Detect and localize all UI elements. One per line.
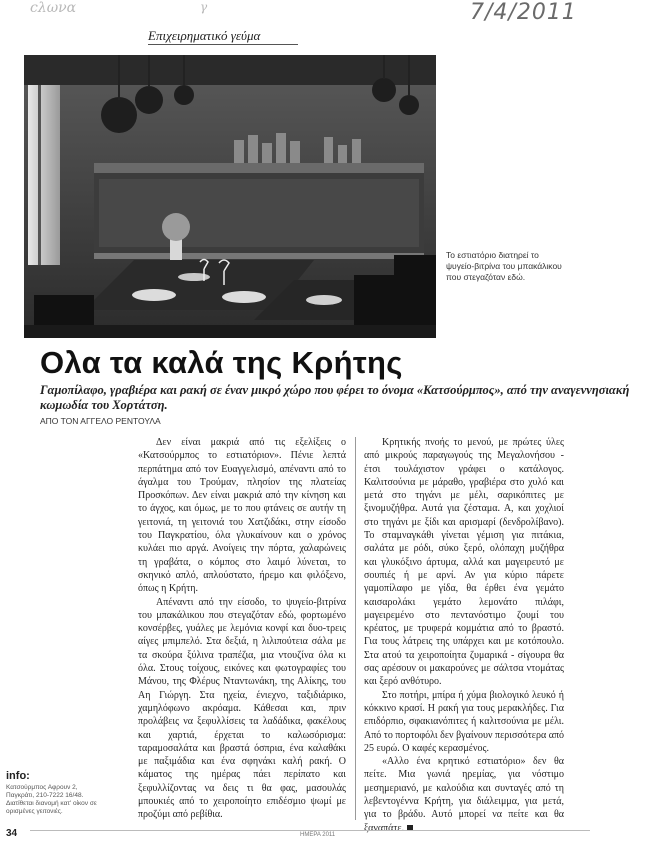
article-headline: Ολα τα καλά της Κρήτης xyxy=(40,345,403,380)
article-paragraph: Απέναντι από την είσοδο, το ψυγείο-βιτρίνα του μπακάλικου που στεγαζόταν εδώ, φορτωμένο κονσέρβες, γυάλες με λεμόνια κονφί και δυο-τρεις αίγες μπιμπελό. Στα δεξιά, η λιλιπούτεια σάλα με τα σκούρα ξύλινα τραπέζια, μια ντουζίνα όλα κι όλα. Στους τοίχους, εικόνες και φωτογραφίες του Μάνου, της Φλέρυς Νταντωνάκη, της Αλίκης, του Αη Γιώργη. Στα ηχεία, ένιεχνο, ταξιδιάρικο, χαμηλόφωνο ακρόαμα. Κάθεσαι και, πριν προλάβεις να ξεφυλλίσεις τα λαδάδικα, φακέλους και χαρτιά, έρχεται το καλωσόρισμα: ταραμοσαλάτα και βραστά όσπρια, ένα καλαθάκι με παξιμάδια και ένα σφηνάκι καλή ρακή. Ο κάματος της ημέρας πάει περίπατο και ξεφυλλίζοντας να δεις τι θα φας, μασουλάς μπουκιές από το χειροποίητο επιδέσμιο ψωμί με προζύμι από ρεβίθια. xyxy=(138,596,346,821)
article-column-left xyxy=(138,436,346,822)
article-paragraph: Στο ποτήρι, μπίρα ή χύμα βιολογικό λευκό ή κόκκινο κρασί. Η ρακή για τους μερακλήδες. Για επιδόρπιο, σφακιανόπιτες ή καλιτσούνια με μέλι. Από το πορτοφόλι δεν βγαίνουν περισσότερα από 25 ευρώ. Ο καφές κερασμένος. xyxy=(364,689,564,754)
restaurant-interior-image xyxy=(24,55,436,338)
column-divider xyxy=(355,437,356,820)
faint-scribble: cλωνα xyxy=(30,0,77,16)
article-column-right xyxy=(364,436,564,835)
article-paragraph: Κρητικής πνοής το μενού, με πρώτες ύλες από μικρούς παραγωγούς της Μεγαλονήσου - έτσι τουλάχιστον γράφει ο κατάλογος. Καλιτσούνια με μάραθο, γραβιέρα στο χυλό και μετά στο τηγάνι με μέλι, σαρικόπιτες με ξινομυζήθρα. Αυτά για ζέσταμα. Α, και χοχλιοί στο τηγάνι με ξίδι και αρισμαρί (δενδρολίβανο). Το σταμναγκάθι γίνεται γέμιση για πιτάκια, σαλάτα με ρόδι, σύκο ξερό, ολόπαχη μυζήθρα και γλυκόξινο άρτυμα, αλλά και μαγειρευτό με σουπιές ή με αρνί. Αν για κύριο πάρετε γαμοπίλαφο με γίδα, θα έρθει ένα γεμάτο καισαρολάκι γεμάτο λεμονάτο πιλάφι, μαγειρεμένο στο πεντανόστιμο ζουμί του κρέατος, με τρυφερά κομμάτια από το βραστό. Για τους λάτρεις της υπάρχει και με κοτόπουλο. Στα ατού τα χειροποίητα ζυμαρικά - σίγουρα θα σας αρέσουν οι μακαρούνες με σάλτσα ντομάτας και ξερό ανθότυρο. xyxy=(364,437,564,688)
article-paragraph-text: «Αλλο ένα κρητικό εστιατόριο» δεν θα πείτε. Μια γωνιά ηρεμίας, για νόστιμο μεσημεριανό, με καλούδια και συνταγές από τη λεβεντογέννα Κρήτη, για διάλειμμα, για μετά, για το βράδυ. Αυτό μπορεί να πείτε και θα ξαναπάτε. xyxy=(364,756,564,834)
article-byline: ΑΠΟ ΤΟΝ ΑΓΓΕΛΟ ΡΕΝΤΟΥΛΑ xyxy=(40,416,161,426)
article-subhead: Γαμοπίλαφο, γραβιέρα και ρακή σε έναν μικρό χώρο που φέρει το όνομα «Κατσούρμπος», από την αναγεννησιακή κωμωδία του Χορτάτση. xyxy=(40,383,630,412)
photo-caption: Το εστιατόριο διατηρεί το ψυγείο-βιτρίνα του μπακάλικου που στεγαζόταν εδώ. xyxy=(446,250,562,282)
article-paragraph-last xyxy=(364,755,564,835)
footer-label: ΗΜΕΡΑ 2011 xyxy=(300,832,336,838)
section-title: Επιχειρηματικό γεύμα xyxy=(148,28,261,43)
section-underline xyxy=(148,44,298,45)
footer-divider xyxy=(30,830,590,831)
faint-scribble: γ xyxy=(200,0,208,14)
handwritten-date: 7/4/2011 xyxy=(470,0,577,25)
page-number: 34 xyxy=(6,828,18,839)
restaurant-photo xyxy=(24,55,436,338)
article-paragraph: Δεν είναι μακριά από τις εξελίξεις ο «Κατσούρμπος το εστιατόριον». Πένιε λεπτά περπάτημα από τον Ευαγγελισμό, απέναντι από το άγαλμα του Τρούμαν, πλησίον της πλατείας Προσκόπων. Δεν είναι μακριά από την κίνηση και το άγχος, και όμως, με το που φτάνεις σε αυτήν τη γειτονιά, τη γειτονιά του Χατζιδάκι, στην είσοδο του Παγκρατίου, όλα γλυκαίνουν και ο χρόνος κυλάει πιο αργά. Ανοίγεις την πόρτα, χαλαρώνεις τη γραβάτα, ο κόμπος στο λαιμό λύνεται, το σκηνικό απλό, απλούστατο, ήρεμο και φιλόξενο, όπως η Κρήτη. xyxy=(138,437,346,595)
info-box-text: Κατσούρμπος Αφρουν 2, Παγκράτι, 210-7222 16/48. Διατίθεται διανομή κατ' οίκον σε ορισμένες γειτονιές. xyxy=(6,784,97,815)
info-box-title: info: xyxy=(6,770,30,782)
